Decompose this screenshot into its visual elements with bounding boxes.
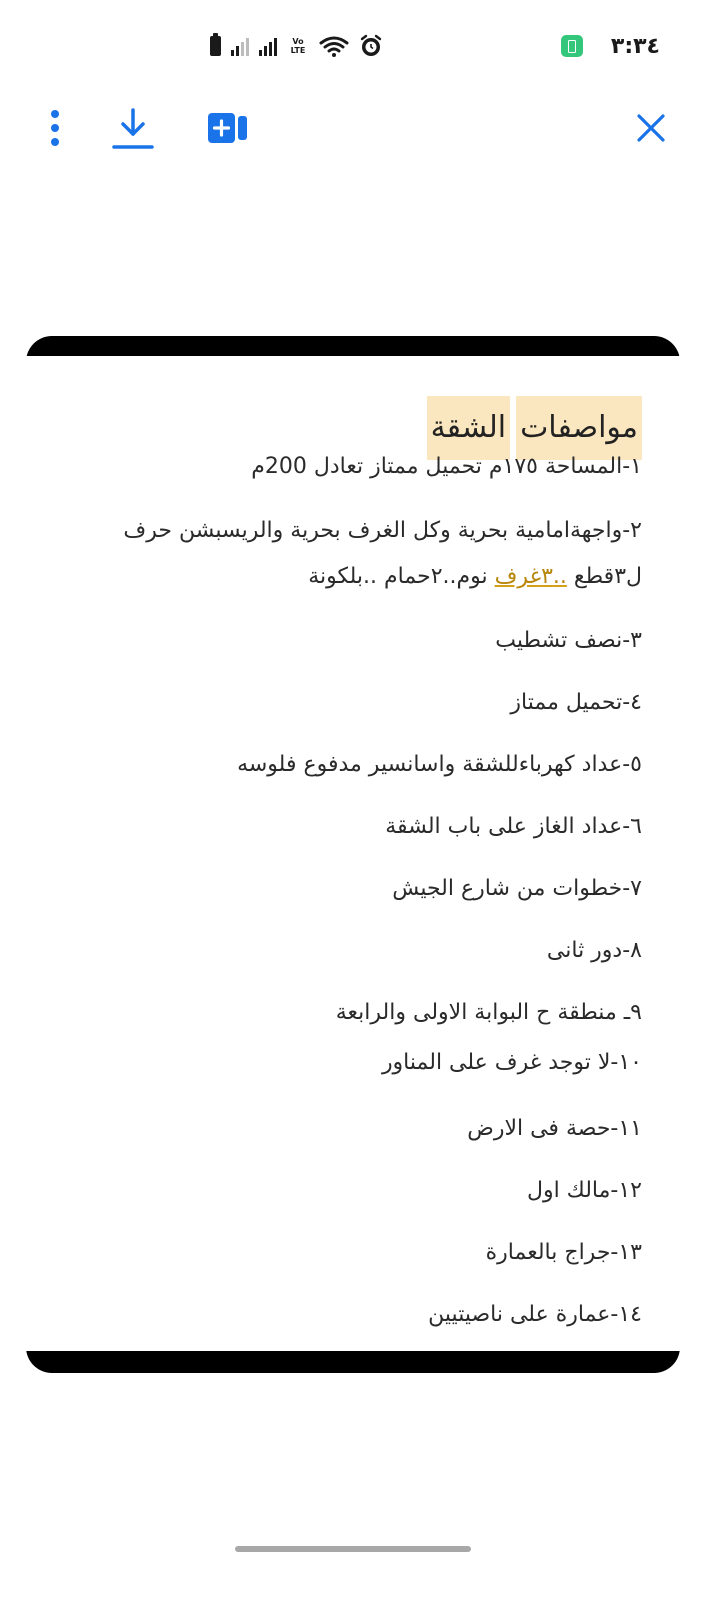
status-bar [0,0,720,90]
document-image [26,356,680,1351]
status-icons-right [561,34,660,58]
spec-line: ١٣-جراج بالعمارة [485,1240,642,1265]
spec-line: ١٠-لا توجد غرف على المناور [381,1050,642,1075]
spec-line: ٣-نصف تشطيب [495,628,642,653]
volte-label: Vo [292,37,304,46]
title-word: مواصفات [516,396,642,460]
download-button[interactable] [105,100,161,156]
close-icon [636,113,666,143]
title-word: الشقة [427,396,511,460]
spec-line: ١١-حصة فى الارض [467,1116,642,1141]
viewer-toolbar [0,100,720,160]
image-preview[interactable] [26,336,680,1373]
spec-line: ٦-عداد الغاز على باب الشقة [385,814,642,839]
wifi-icon [319,35,349,57]
close-button[interactable] [623,100,679,156]
battery-icon [210,36,221,56]
spec-line: ٤-تحميل ممتاز [510,690,642,715]
spec-line-text: ل٣قطع [573,564,642,589]
signal-icon [231,36,249,56]
green-app-icon [561,35,583,57]
signal-icon [259,36,277,56]
add-to-card-button[interactable] [200,100,256,156]
spec-line: ٩ـ منطقة ح البوابة الاولى والرابعة [335,1000,642,1025]
document-title [427,396,642,460]
more-options-button[interactable] [27,100,83,156]
spec-line-text: نوم..٢حمام ..بلكونة [308,564,488,589]
spec-line [308,564,642,589]
more-vert-icon [49,108,61,148]
volte-label: LTE [290,46,306,55]
spec-line: ٨-دور ثانى [546,938,642,963]
alarm-icon [359,34,383,58]
spec-line: ١٤-عمارة على ناصيتيين [428,1302,642,1327]
spec-line: ٧-خطوات من شارع الجيش [392,876,642,901]
spec-line-link: ..٣غرف [494,564,567,589]
spec-line: ٢-واجهةامامية بحرية وكل الغرف بحرية والريسبشن حرف [123,518,642,543]
spec-line: ١-المساحة ١٧٥م تحميل ممتاز تعادل 200م [251,454,642,479]
spec-line: ٥-عداد كهرباءللشقة واسانسير مدفوع فلوسه [237,752,642,777]
home-indicator[interactable] [235,1546,471,1552]
status-time: ٣:٣٤ [610,33,660,59]
add-to-card-icon [207,110,249,146]
download-icon [111,106,155,150]
volte-icon [287,37,309,55]
status-icons-left [210,34,383,58]
spec-line: ١٢-مالك اول [526,1178,642,1203]
